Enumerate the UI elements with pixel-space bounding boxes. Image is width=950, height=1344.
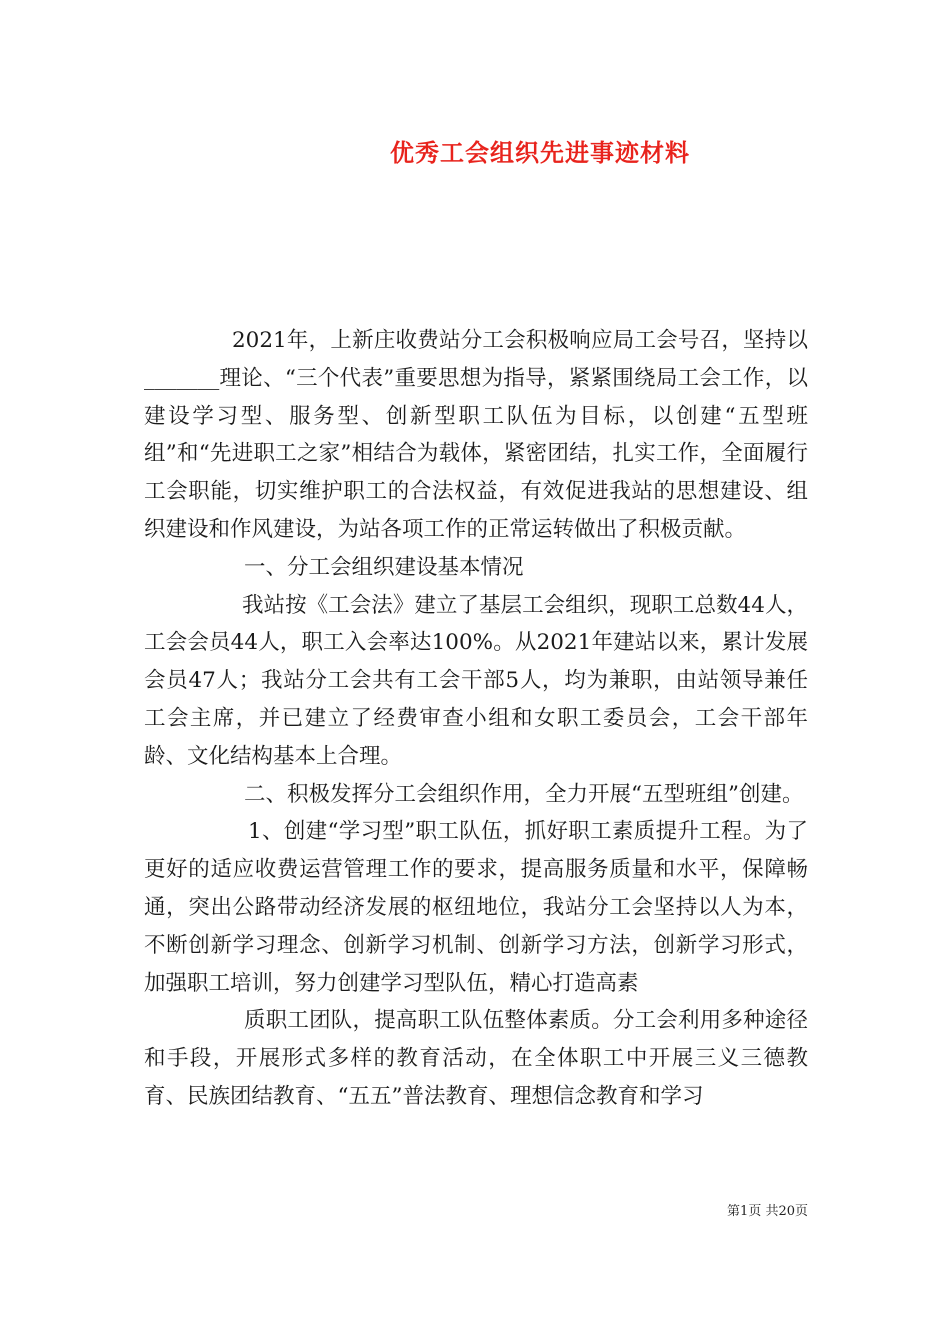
page-number: 第1页 共20页 [727,1204,808,1219]
section-heading-2: 二、积极发挥分工会组织作用，全力开展“五型班组”创建。 [244,781,804,807]
paragraph-organization: 我站按《工会法》建立了基层工会组织，现职工总数44人，工会会员44人，职工入会率达100%。从2021年建站以来，累计发展会员47人；我站分工会共有工会干部5人，均为兼职，由站领导兼任工会主席，并已建立了经费审查小组和女职工委员会，工会干部年龄、文化结构基本上合理。 [144,592,808,769]
paragraph-intro: 2021年，上新庄收费站分工会积极响应局工会号召，坚持以_______理论、“三个代表”重要思想为指导，紧紧围绕局工会工作，以建设学习型、服务型、创新型职工队伍为目标，以创建“五型班组”和“先进职工之家”相结合为载体，紧密团结，扎实工作，全面履行工会职能，切实维护职工的合法权益，有效促进我站的思想建设、组织建设和作风建设，为站各项工作的正常运转做出了积极贡献。 [144,328,808,542]
paragraph-learning: 1、创建“学习型”职工队伍，抓好职工素质提升工程。为了更好的适应收费运营管理工作的要求，提高服务质量和水平，保障畅通，突出公路带动经济发展的枢纽地位，我站分工会坚持以人为本，不断创新学习理念、创新学习机制、创新学习方法，创新学习形式，加强职工培训，努力创建学习型队伍，精心打造高素 [144,819,808,996]
document-body [144,322,808,1116]
paragraph-learning-continued: 质职工团队，提高职工队伍整体素质。分工会利用多种途径和手段，开展形式多样的教育活动，在全体职工中开展三义三德教育、民族团结教育、“五五”普法教育、理想信念教育和学习 [144,1008,808,1109]
document-title: 优秀工会组织先进事迹材料 [390,138,690,167]
section-heading-1: 一、分工会组织建设基本情况 [244,554,524,580]
